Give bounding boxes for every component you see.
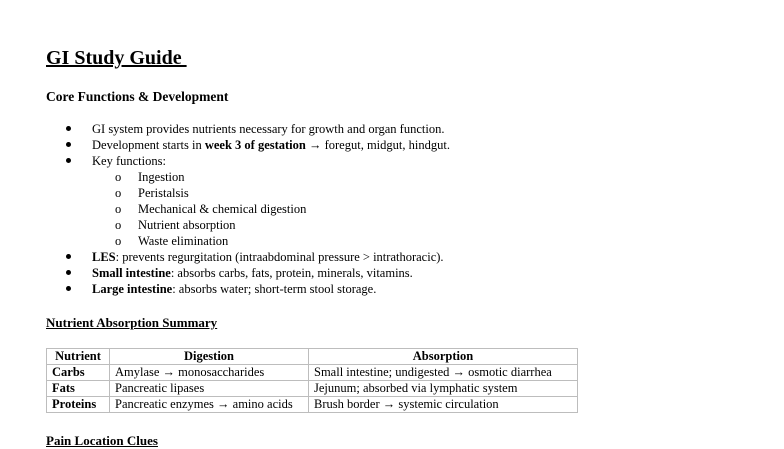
- core-functions-list: [0, 121, 784, 297]
- list-item: [0, 265, 784, 281]
- bullet-icon: [66, 126, 71, 131]
- list-item-bold-text: week 3 of gestation: [204, 138, 306, 152]
- table-row: [47, 365, 578, 381]
- list-item-text: Development starts in: [92, 138, 205, 152]
- table-cell-nutrient: Proteins: [47, 397, 110, 413]
- list-item: [0, 137, 784, 153]
- list-item-bold-text: Large intestine: [92, 282, 173, 296]
- sub-bullet-icon: o: [115, 186, 122, 200]
- nutrient-absorption-table: [46, 348, 578, 413]
- column-header-digestion: Digestion: [110, 349, 309, 365]
- list-item-text: → foregut, midgut, hindgut.: [305, 138, 450, 152]
- table-header-row: [47, 349, 578, 365]
- table-row: [47, 381, 578, 397]
- list-item: [0, 281, 784, 297]
- sub-bullet-icon: o: [115, 170, 122, 184]
- list-item-bold-text: Small intestine: [92, 266, 171, 280]
- table-cell-digestion: Pancreatic lipases: [110, 381, 309, 397]
- column-header-nutrient: Nutrient: [47, 349, 110, 365]
- sub-bullet-icon: o: [115, 234, 122, 248]
- column-header-absorption: Absorption: [309, 349, 578, 365]
- section-heading-core-functions: Core Functions & Development: [46, 89, 229, 104]
- document-title: GI Study Guide: [46, 47, 187, 69]
- sub-list-item: [0, 201, 784, 217]
- list-item-text: : absorbs carbs, fats, protein, minerals, vitamins.: [170, 266, 413, 280]
- bullet-icon: [66, 286, 71, 291]
- bullet-icon: [66, 142, 71, 147]
- table-cell-nutrient: Fats: [47, 381, 110, 397]
- sub-list-item-text: Waste elimination: [138, 234, 229, 248]
- list-item-bold-text: LES: [92, 250, 116, 264]
- list-item: [0, 153, 784, 169]
- sub-list-item: [0, 169, 784, 185]
- table-row: [47, 397, 578, 413]
- sub-list-item-text: Peristalsis: [138, 186, 189, 200]
- bullet-icon: [66, 158, 71, 163]
- table-cell-digestion: Pancreatic enzymes → amino acids: [110, 397, 309, 413]
- table-cell-digestion: Amylase → monosaccharides: [110, 365, 309, 381]
- sub-list-item-text: Mechanical & chemical digestion: [138, 202, 307, 216]
- sub-list-item: [0, 217, 784, 233]
- list-item: [0, 121, 784, 137]
- list-item-text: : prevents regurgitation (intraabdominal pressure > intrathoracic).: [115, 250, 444, 264]
- sub-list-item-text: Nutrient absorption: [138, 218, 236, 232]
- sub-bullet-icon: o: [115, 218, 122, 232]
- bullet-icon: [66, 254, 71, 259]
- list-item-text: GI system provides nutrients necessary for growth and organ function.: [92, 122, 445, 136]
- table-cell-nutrient: Carbs: [47, 365, 110, 381]
- list-item-text: Key functions:: [92, 154, 166, 168]
- sub-bullet-icon: o: [115, 202, 122, 216]
- table-cell-absorption: Brush border → systemic circulation: [309, 397, 578, 413]
- section-heading-nutrient-absorption: Nutrient Absorption Summary: [46, 315, 218, 330]
- list-item-text: : absorbs water; short-term stool storage.: [172, 282, 377, 296]
- table-cell-absorption: Jejunum; absorbed via lymphatic system: [309, 381, 578, 397]
- section-heading-pain-location: Pain Location Clues: [46, 433, 158, 448]
- sub-list-item-text: Ingestion: [138, 170, 185, 184]
- sub-list-item: [0, 233, 784, 249]
- table-cell-absorption: Small intestine; undigested → osmotic diarrhea: [309, 365, 578, 381]
- bullet-icon: [66, 270, 71, 275]
- list-item: [0, 249, 784, 265]
- sub-list-item: [0, 185, 784, 201]
